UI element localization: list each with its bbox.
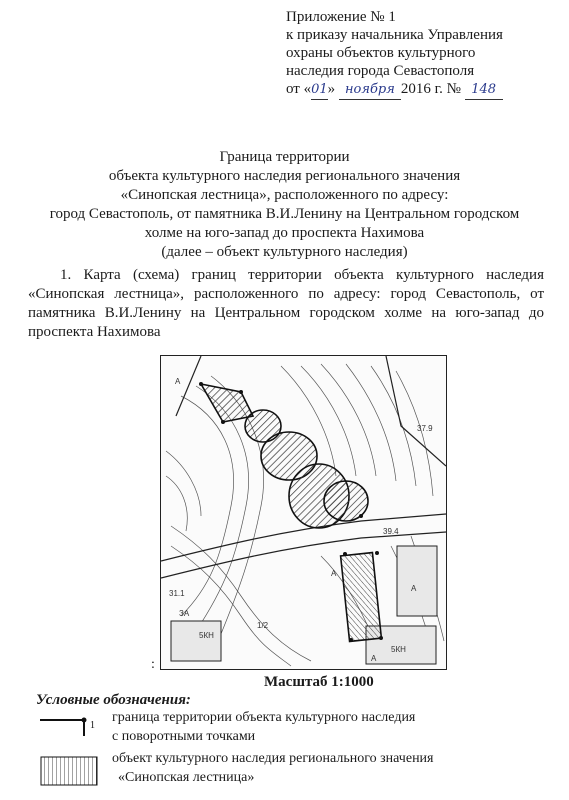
- date-day: 01: [311, 81, 328, 100]
- boundary-map: [160, 355, 447, 670]
- appendix-date-line: [286, 80, 503, 100]
- legend-title: Условные обозначения:: [36, 692, 191, 708]
- date-mid: »: [327, 81, 336, 97]
- legend-item2-line1: объект культурного наследия регионального значения: [112, 751, 434, 766]
- paragraph-text: 1. Карта (схема) границ территории объекта культурного наследия «Синопская лестница», расположенного по адресу: город Севастополь, от памятника В.И.Ленину на Центральном городском холме на юго-запад до проспекта Нахимова: [28, 267, 544, 340]
- title-line-1: Граница территории: [219, 149, 350, 165]
- map-label-building2: ЗА: [179, 609, 190, 618]
- title-line-4: город Севастополь, от памятника В.И.Ленину на Центральном городском: [49, 206, 520, 222]
- legend-item1-line2: с поворотными точками: [112, 729, 256, 744]
- map-colon: :: [151, 657, 155, 672]
- title-line-5: холме на юго-запад до проспекта Нахимова: [144, 225, 425, 241]
- appendix-number: Приложение № 1: [286, 9, 396, 25]
- appendix-order-ref: к приказу начальника Управления: [286, 27, 503, 43]
- map-label-elev2: 31.1: [169, 589, 185, 598]
- appendix-dept-line1: охраны объектов культурного: [286, 45, 476, 61]
- legend-hatch-symbol: [40, 756, 98, 786]
- section-paragraph: [28, 266, 544, 342]
- date-month: ноября: [339, 81, 401, 100]
- legend-point-label: 1: [90, 720, 95, 731]
- legend-boundary-symbol: [38, 712, 98, 738]
- heritage-object-lower: [341, 553, 382, 642]
- heritage-object-upper: [201, 384, 368, 528]
- map-label-elev3: 39.4: [383, 527, 399, 536]
- map-drawing: [161, 356, 446, 669]
- document-title: [0, 148, 569, 262]
- legend-item2-line2: «Синопская лестница»: [118, 770, 255, 785]
- title-line-3: «Синопская лестница», расположенного по адресу:: [120, 187, 449, 203]
- title-line-2: объекта культурного наследия регионального значения: [108, 168, 461, 184]
- map-label-building3: 5КН: [391, 645, 406, 654]
- legend-item1-line1: граница территории объекта культурного наследия: [112, 710, 416, 725]
- legend-item-boundary: [112, 708, 415, 746]
- date-year: 2016 г. №: [400, 81, 461, 97]
- title-line-6: (далее – объект культурного наследия): [161, 244, 408, 260]
- map-scale: Масштаб 1:1000: [264, 674, 374, 690]
- map-label-a4: A: [371, 654, 377, 663]
- date-prefix: от «: [286, 81, 312, 97]
- legend-item-heritage: [112, 749, 434, 787]
- map-label-a2: A: [411, 584, 417, 593]
- map-label-fraction: 1/2: [257, 621, 269, 630]
- order-number: 148: [465, 81, 503, 100]
- map-label-a1: A: [175, 377, 181, 386]
- map-label-building1: 5КН: [199, 631, 214, 640]
- map-label-elev1: 37.9: [417, 424, 433, 433]
- appendix-dept-line2: наследия города Севастополя: [286, 63, 475, 79]
- appendix-header: [286, 8, 503, 100]
- map-label-a3: A: [331, 569, 337, 578]
